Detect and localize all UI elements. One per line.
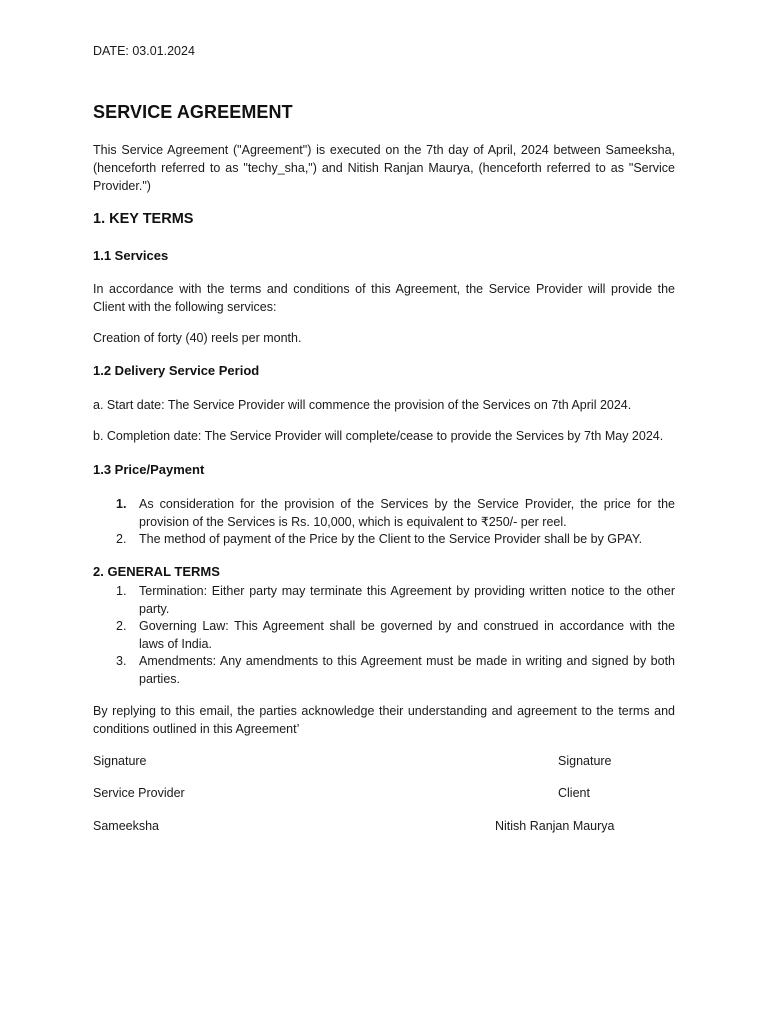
delivery-completion-date: b. Completion date: The Service Provider will complete/cease to provide the Services by 7th May 2024. (93, 429, 664, 443)
right-signatory-name: Nitish Ranjan Maurya (495, 819, 615, 833)
left-signatory-name: Sameeksha (93, 819, 160, 833)
closing-paragraph: By replying to this email, the parties acknowledge their understanding and agreement to the terms and conditions outlined in this Agreement’ (93, 704, 675, 736)
right-signatory-role: Client (558, 786, 590, 800)
services-detail: Creation of forty (40) reels per month. (93, 331, 302, 345)
general-terms-list-item (93, 617, 675, 653)
subsection-heading-services: 1.1 Services (93, 248, 169, 263)
section-heading-general-terms: 2. GENERAL TERMS (93, 564, 220, 579)
section-heading-key-terms: 1. KEY TERMS (93, 211, 194, 227)
subsection-heading-price: 1.3 Price/Payment (93, 462, 205, 477)
left-signature-label: Signature (93, 754, 147, 768)
list-text: Amendments: Any amendments to this Agreement must be made in writing and signed by both parties. (139, 654, 675, 686)
list-number: 3. (116, 654, 127, 668)
services-paragraph: In accordance with the terms and conditions of this Agreement, the Service Provider will provide the Client with the following services: (93, 282, 675, 314)
list-text: As consideration for the provision of the Services by the Service Provider, the price for the provision of the Services is Rs. 10,000, which is equivalent to ₹250/- per reel. (139, 497, 675, 529)
subsection-heading-delivery: 1.2 Delivery Service Period (93, 363, 260, 378)
list-number: 1. (116, 497, 127, 511)
list-number: 2. (116, 532, 127, 546)
general-terms-list-item (93, 652, 675, 688)
list-text: Governing Law: This Agreement shall be governed by and construed in accordance with the laws of India. (139, 619, 675, 651)
list-number: 2. (116, 619, 127, 633)
list-text: The method of payment of the Price by the Client to the Service Provider shall be by GPAY. (139, 532, 643, 546)
list-number: 1. (116, 584, 127, 598)
price-list-item (93, 495, 675, 531)
right-signature-label: Signature (558, 754, 612, 768)
document-date: DATE: 03.01.2024 (93, 44, 195, 58)
left-signatory-role: Service Provider (93, 786, 185, 800)
delivery-start-date: a. Start date: The Service Provider will commence the provision of the Services on 7th April 2024. (93, 398, 632, 412)
price-list-item (93, 530, 675, 548)
intro-paragraph: This Service Agreement ("Agreement") is executed on the 7th day of April, 2024 between Sameeksha, (henceforth referred to as "techy_sha,") and Nitish Ranjan Maurya, (henceforth referred to as "Service Provider.") (93, 143, 675, 193)
list-text: Termination: Either party may terminate this Agreement by providing written notice to the other party. (139, 584, 675, 616)
document-title: SERVICE AGREEMENT (93, 102, 293, 122)
general-terms-list-item (93, 582, 675, 618)
